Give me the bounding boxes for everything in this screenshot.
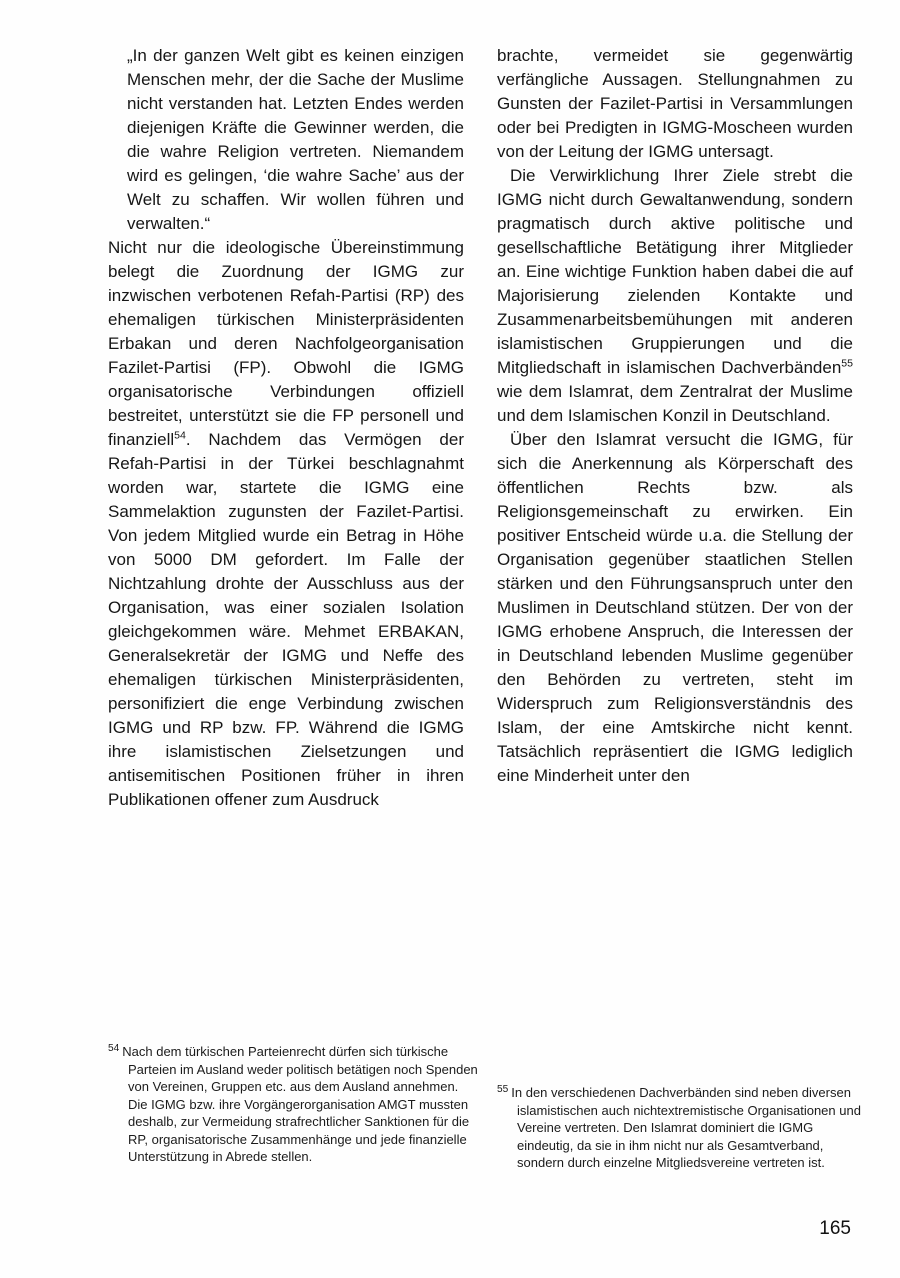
block-quote: „In der ganzen Welt gibt es keinen einzigen Menschen mehr, der die Sache der Muslime nicht verstanden hat. Letzten Endes werden diejenigen Kräfte die Gewinner werden, die die wahre Religion vertreten. Niemandem wird es gelingen, ‘die wahre Sache’ aus der Welt zu schaffen. Wir wollen führen und verwalten.“	[127, 46, 464, 233]
paragraph-text: wie dem Islamrat, dem Zentralrat der Muslime und dem Islamischen Konzil in Deutschland.	[497, 382, 853, 425]
footnote-text: Nach dem türkischen Parteienrecht dürfen sich türkische Parteien im Ausland weder politisch betätigen noch Spenden von Vereinen, Gruppen etc. aus dem Ausland annehmen. Die IGMG bzw. ihre Vorgängerorganisation AMGT mussten deshalb, zur Vermeidung strafrechtlicher Sanktionen für die RP, organisatorische Zusammenhänge und jede finanzielle Unterstützung in Abrede stellen.	[122, 1044, 478, 1164]
footnote-text: In den verschiedenen Dachverbänden sind neben diversen islamistischen auch nichtextremistische Organisationen und Vereine vertreten. Den Islamrat dominiert die IGMG eindeutig, da sie in ihm nicht nur als Gesamtverband, sondern durch einzelne Mitgliedsvereine vertreten ist.	[511, 1085, 861, 1170]
footnote-ref-54: 54	[174, 429, 186, 442]
right-column	[497, 44, 853, 788]
paragraph-text: Die Verwirklichung Ihrer Ziele strebt die IGMG nicht durch Gewaltanwendung, sondern pragmatisch durch aktive politische und gesellschaftliche Betätigung ihrer Mitglieder an. Eine wichtige Funktion haben dabei die auf Majorisierung zielenden Kontakte und Zusammenarbeitsbemühungen mit anderen islamistischen Gruppierungen und die Mitgliedschaft in islamischen Dachverbänden	[497, 166, 853, 377]
paragraph: Über den Islamrat versucht die IGMG, für sich die Anerkennung als Körperschaft des öffentlichen Rechts bzw. als Religionsgemeinschaft zu erwirken. Ein positiver Entscheid würde u.a. die Stellung der Organisation gegenüber staatlichen Stellen stärken und den Führungsanspruch unter den Muslimen in Deutschland stützen. Der von der IGMG erhobene Anspruch, die Interessen der in Deutschland lebenden Muslime gegenüber den Behörden zu vertreten, steht im Widerspruch zum Religionsverständnis des Islam, der eine Amtskirche nicht kennt. Tatsächlich repräsentiert die IGMG lediglich eine Minderheit unter den	[497, 430, 853, 785]
footnote-marker-55: 55	[497, 1083, 509, 1095]
paragraph	[497, 164, 853, 428]
paragraph-text: Nicht nur die ideologische Übereinstimmung belegt die Zuordnung der IGMG zur inzwischen verbotenen Refah-Partisi (RP) des ehemaligen türkischen Ministerpräsidenten Erbakan und deren Nachfolgeorganisation Fazilet-Partisi (FP). Obwohl die IGMG organisatorische Verbindungen offiziell bestreitet, unterstützt sie die FP personell und finanziell	[108, 238, 464, 449]
left-column	[108, 44, 464, 812]
page-number: 165	[819, 1218, 851, 1239]
footnote-54	[108, 1043, 480, 1166]
paragraph-text: . Nachdem das Vermögen der Refah-Partisi in der Türkei beschlagnahmt worden war, startete die IGMG eine Sammelaktion zugunsten der Fazilet-Partisi. Von jedem Mitglied wurde ein Betrag in Höhe von 5000 DM gefordert. Im Falle der Nichtzahlung drohte der Ausschluss aus der Organisation, was einer sozialen Isolation gleichgekommen wäre. Mehmet ERBAKAN, Generalsekretär der IGMG und Neffe des ehemaligen türkischen Ministerpräsidenten, personifiziert die enge Verbindung zwischen IGMG und RP bzw. FP. Während die IGMG ihre islamistischen Zielsetzungen und antisemitischen Positionen früher in ihren Publikationen offener zum Ausdruck	[108, 430, 464, 809]
footnote-marker-54: 54	[108, 1042, 120, 1054]
footnote-ref-55: 55	[841, 357, 853, 370]
paragraph: brachte, vermeidet sie gegenwärtig verfängliche Aussagen. Stellungnahmen zu Gunsten der Fazilet-Partisi in Versammlungen oder bei Predigten in IGMG-Moscheen wurden von der Leitung der IGMG untersagt.	[497, 46, 853, 161]
footnote-55	[497, 1084, 869, 1172]
paragraph	[108, 236, 464, 812]
